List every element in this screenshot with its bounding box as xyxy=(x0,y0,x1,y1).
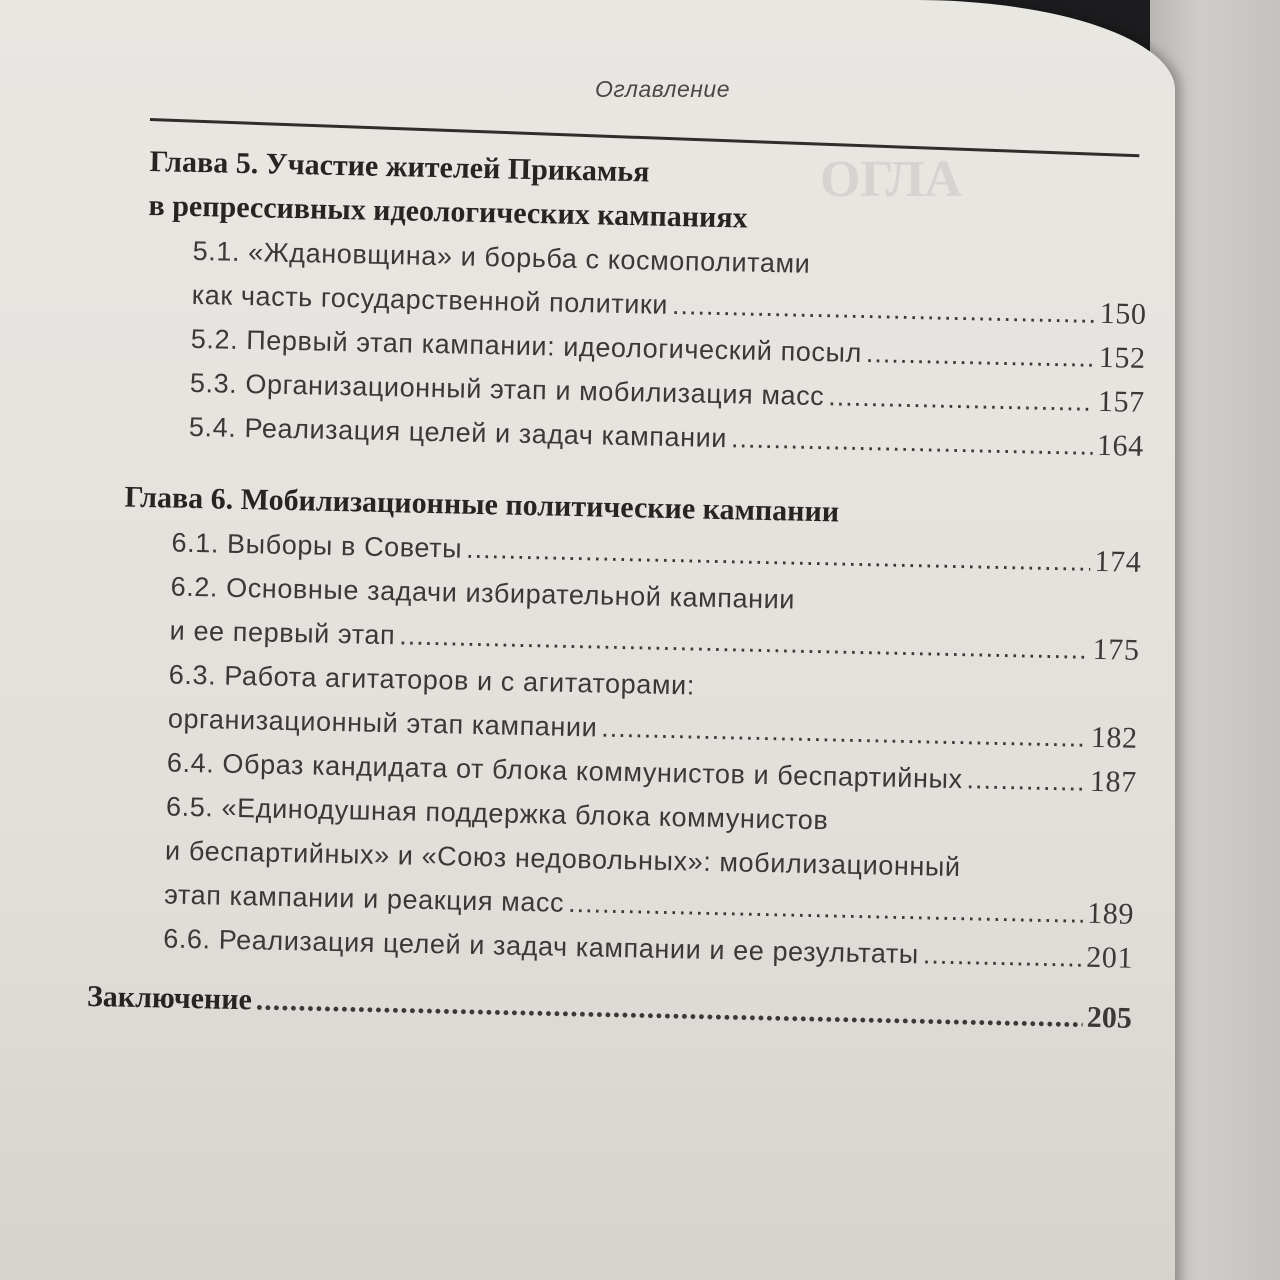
entry-text-line: 5.4. Реализация целей и задач кампании xyxy=(188,411,728,454)
page-number: 175 xyxy=(1092,632,1140,667)
page-number: 187 xyxy=(1089,764,1138,799)
entry-text-line: 6.3. Работа агитаторов и с агитаторами: xyxy=(168,659,696,701)
chapter-title-line: в репрессивных идеологических кампаниях xyxy=(148,188,748,235)
page-number: 182 xyxy=(1090,720,1139,755)
dot-leader xyxy=(828,374,1094,424)
page-number: 150 xyxy=(1099,296,1147,331)
page-number: 201 xyxy=(1085,940,1134,975)
table-of-contents xyxy=(86,140,1150,1041)
bleed-through-text: ОГЛА xyxy=(820,151,962,208)
page-number: 205 xyxy=(1086,1000,1133,1035)
page-number: 164 xyxy=(1096,428,1145,463)
entry-text-line: 6.6. Реализация целей и задач кампании и ее результаты xyxy=(162,923,920,970)
entry-text-line: этап кампании и реакция масс xyxy=(163,879,565,918)
entry-text-line: и ее первый этап xyxy=(169,615,396,651)
page-number: 157 xyxy=(1097,384,1146,419)
entry-text-line: 6.4. Образ кандидата от блока коммунистов и беспартийных xyxy=(166,747,963,795)
entry-text-line: организационный этап кампании xyxy=(167,703,598,743)
chapter-title-line: Глава 5. Участие жителей Прикамья xyxy=(149,144,650,189)
page-number: 152 xyxy=(1098,340,1146,375)
toc-entry-6-5 xyxy=(164,784,1137,936)
dot-leader xyxy=(865,331,1095,380)
entry-text-line: как часть государственной политики xyxy=(191,279,669,320)
entry-text-line: 6.2. Основные задачи избирательной кампании xyxy=(170,571,796,615)
dot-leader xyxy=(922,932,1082,979)
entry-text-line: 5.1. «Ждановщина» и борьба с космополитами xyxy=(192,235,811,279)
page-number: 189 xyxy=(1086,896,1135,931)
entry-text-line: и беспартийных» и «Союз недовольных»: мобилизационный xyxy=(164,835,961,883)
chapter-6-title: Глава 6. Мобилизационные политические кампании xyxy=(124,480,840,529)
entry-text-line: 5.2. Первый этап кампании: идеологический посыл xyxy=(190,323,863,368)
dot-leader xyxy=(966,757,1086,803)
dot-leader xyxy=(255,978,1083,1039)
entry-text-line: 5.3. Организационный этап и мобилизация масс xyxy=(189,367,825,412)
entry-text-line: 6.5. «Единодушная поддержка блока коммунистов xyxy=(165,791,829,836)
running-head: Оглавление xyxy=(595,76,730,102)
dot-leader xyxy=(731,416,1094,468)
page-number: 174 xyxy=(1094,544,1142,579)
entry-text-line: 6.1. Выборы в Советы xyxy=(171,527,463,564)
toc-conclusion xyxy=(87,975,1133,1041)
conclusion-label: Заключение xyxy=(86,979,253,1017)
